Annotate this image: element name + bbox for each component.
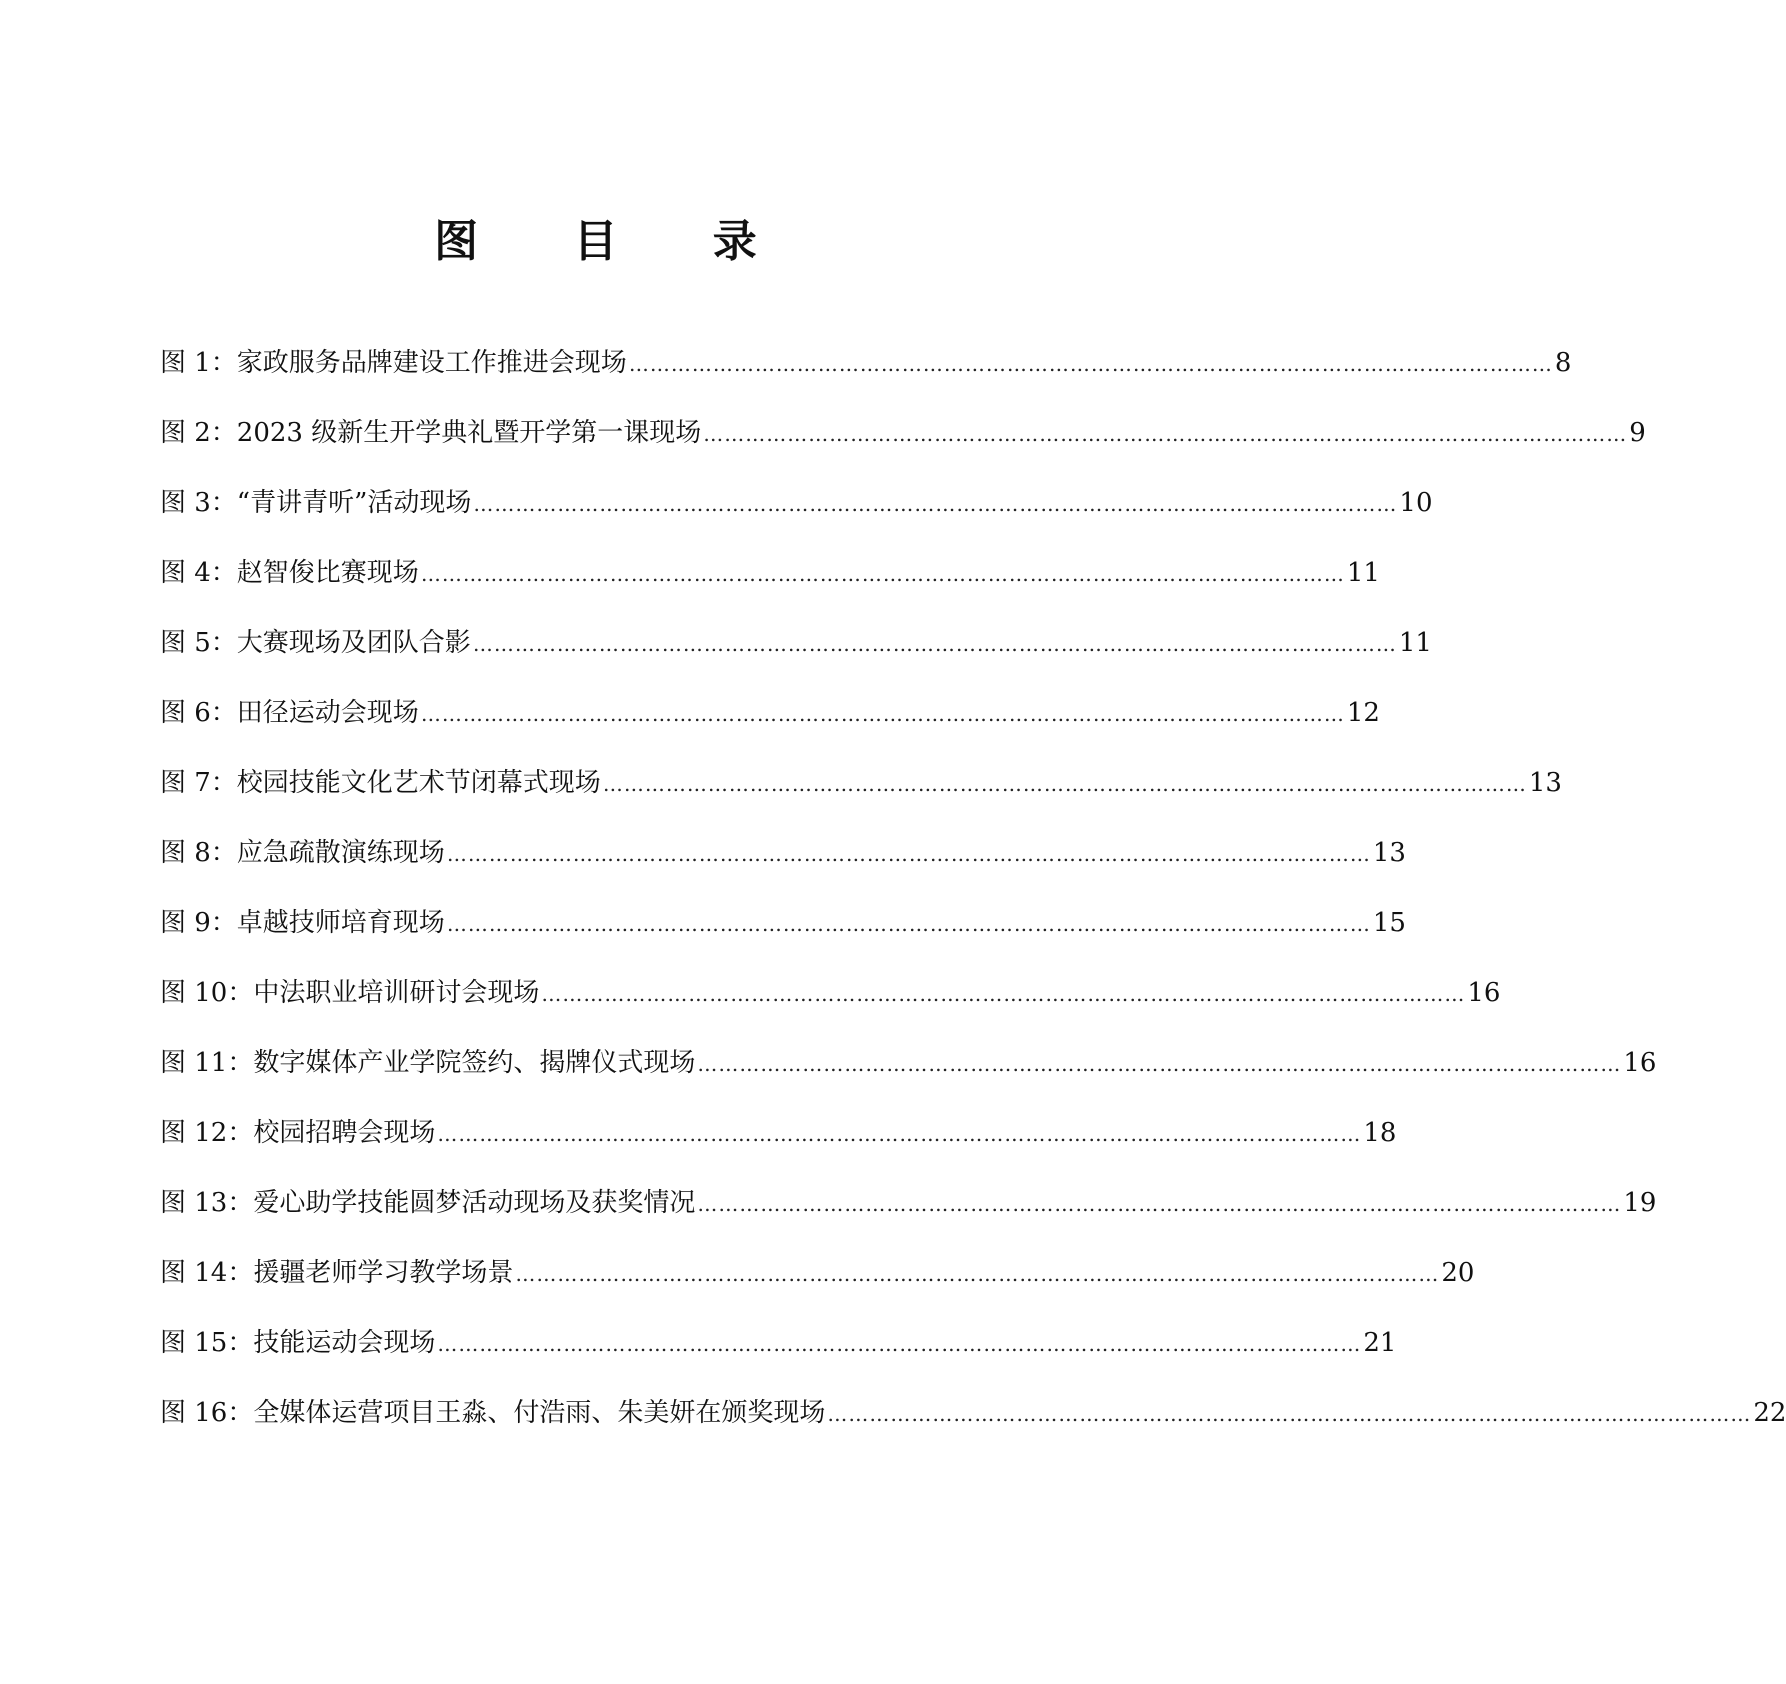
dot-leader: ……………………………………………………………………………………………………………………: [446, 912, 1371, 936]
toc-entry-label: 图 14：援疆老师学习教学场景: [160, 1258, 514, 1288]
toc-entry-page: 18: [1363, 1118, 1397, 1148]
toc-entry[interactable]: [160, 698, 1380, 768]
toc-entry[interactable]: [160, 978, 1501, 1048]
toc-entry[interactable]: [160, 1258, 1475, 1328]
dot-leader: ……………………………………………………………………………………………………………………: [827, 1402, 1752, 1426]
toc-entry[interactable]: [160, 768, 1562, 838]
dot-leader: ……………………………………………………………………………………………………………………: [697, 1192, 1622, 1216]
toc-entry-label: 图 8：应急疏散演练现场: [160, 838, 445, 868]
toc-entry[interactable]: [160, 1048, 1657, 1118]
toc-entry-page: 12: [1346, 698, 1380, 728]
toc-entry-label: 图 2：2023 级新生开学典礼暨开学第一课现场: [160, 418, 702, 448]
toc-entry-label: 图 13：爱心助学技能圆梦活动现场及获奖情况: [160, 1188, 696, 1218]
figure-list: [160, 348, 1786, 1468]
dot-leader: ……………………………………………………………………………………………………………………: [437, 1122, 1362, 1146]
toc-entry-page: 16: [1623, 1048, 1657, 1078]
dot-leader: ……………………………………………………………………………………………………………………: [437, 1332, 1362, 1356]
toc-entry[interactable]: [160, 908, 1406, 978]
toc-entry-label: 图 10：中法职业培训研讨会现场: [160, 978, 540, 1008]
toc-entry-page: 9: [1629, 418, 1646, 448]
toc-entry-label: 图 3：“青讲青听”活动现场: [160, 488, 472, 518]
toc-entry-page: 22: [1753, 1398, 1786, 1428]
toc-entry-page: 13: [1528, 768, 1562, 798]
toc-entry-page: 20: [1441, 1258, 1475, 1288]
toc-entry-page: 19: [1623, 1188, 1657, 1218]
toc-entry-label: 图 15：技能运动会现场: [160, 1328, 436, 1358]
toc-entry-label: 图 4：赵智俊比赛现场: [160, 558, 419, 588]
toc-entry[interactable]: [160, 838, 1406, 908]
dot-leader: ……………………………………………………………………………………………………………………: [420, 562, 1345, 586]
toc-entry-page: 13: [1372, 838, 1406, 868]
toc-entry-label: 图 11：数字媒体产业学院签约、揭牌仪式现场: [160, 1048, 696, 1078]
toc-entry[interactable]: [160, 1188, 1657, 1258]
toc-entry[interactable]: [160, 1118, 1397, 1188]
toc-entry[interactable]: [160, 488, 1433, 558]
toc-entry[interactable]: [160, 558, 1380, 628]
toc-entry-label: 图 5：大赛现场及团队合影: [160, 628, 471, 658]
toc-entry[interactable]: [160, 1328, 1397, 1398]
dot-leader: ……………………………………………………………………………………………………………………: [472, 632, 1397, 656]
page-title: 图 目 录: [434, 216, 797, 267]
toc-entry-label: 图 7：校园技能文化艺术节闭幕式现场: [160, 768, 601, 798]
toc-entry-label: 图 9：卓越技师培育现场: [160, 908, 445, 938]
toc-entry-page: 16: [1467, 978, 1501, 1008]
toc-entry-page: 21: [1363, 1328, 1397, 1358]
toc-entry-page: 10: [1399, 488, 1433, 518]
dot-leader: ……………………………………………………………………………………………………………………: [541, 982, 1466, 1006]
toc-entry[interactable]: [160, 418, 1646, 488]
dot-leader: ……………………………………………………………………………………………………………………: [703, 422, 1628, 446]
toc-entry-page: 8: [1554, 348, 1572, 378]
dot-leader: ……………………………………………………………………………………………………………………: [602, 772, 1527, 796]
toc-entry[interactable]: [160, 348, 1572, 418]
dot-leader: ……………………………………………………………………………………………………………………: [697, 1052, 1622, 1076]
dot-leader: ……………………………………………………………………………………………………………………: [628, 352, 1553, 376]
toc-entry-page: 11: [1398, 628, 1432, 658]
dot-leader: ……………………………………………………………………………………………………………………: [446, 842, 1371, 866]
toc-entry[interactable]: [160, 1398, 1786, 1468]
toc-entry[interactable]: [160, 628, 1432, 698]
toc-entry-label: 图 12：校园招聘会现场: [160, 1118, 436, 1148]
dot-leader: ……………………………………………………………………………………………………………………: [515, 1262, 1440, 1286]
dot-leader: ……………………………………………………………………………………………………………………: [473, 492, 1398, 516]
toc-entry-page: 11: [1346, 558, 1380, 588]
toc-entry-label: 图 6：田径运动会现场: [160, 698, 419, 728]
toc-entry-page: 15: [1372, 908, 1406, 938]
dot-leader: ……………………………………………………………………………………………………………………: [420, 702, 1345, 726]
toc-entry-label: 图 1：家政服务品牌建设工作推进会现场: [160, 348, 627, 378]
toc-entry-label: 图 16：全媒体运营项目王淼、付浩雨、朱美妍在颁奖现场: [160, 1398, 826, 1428]
